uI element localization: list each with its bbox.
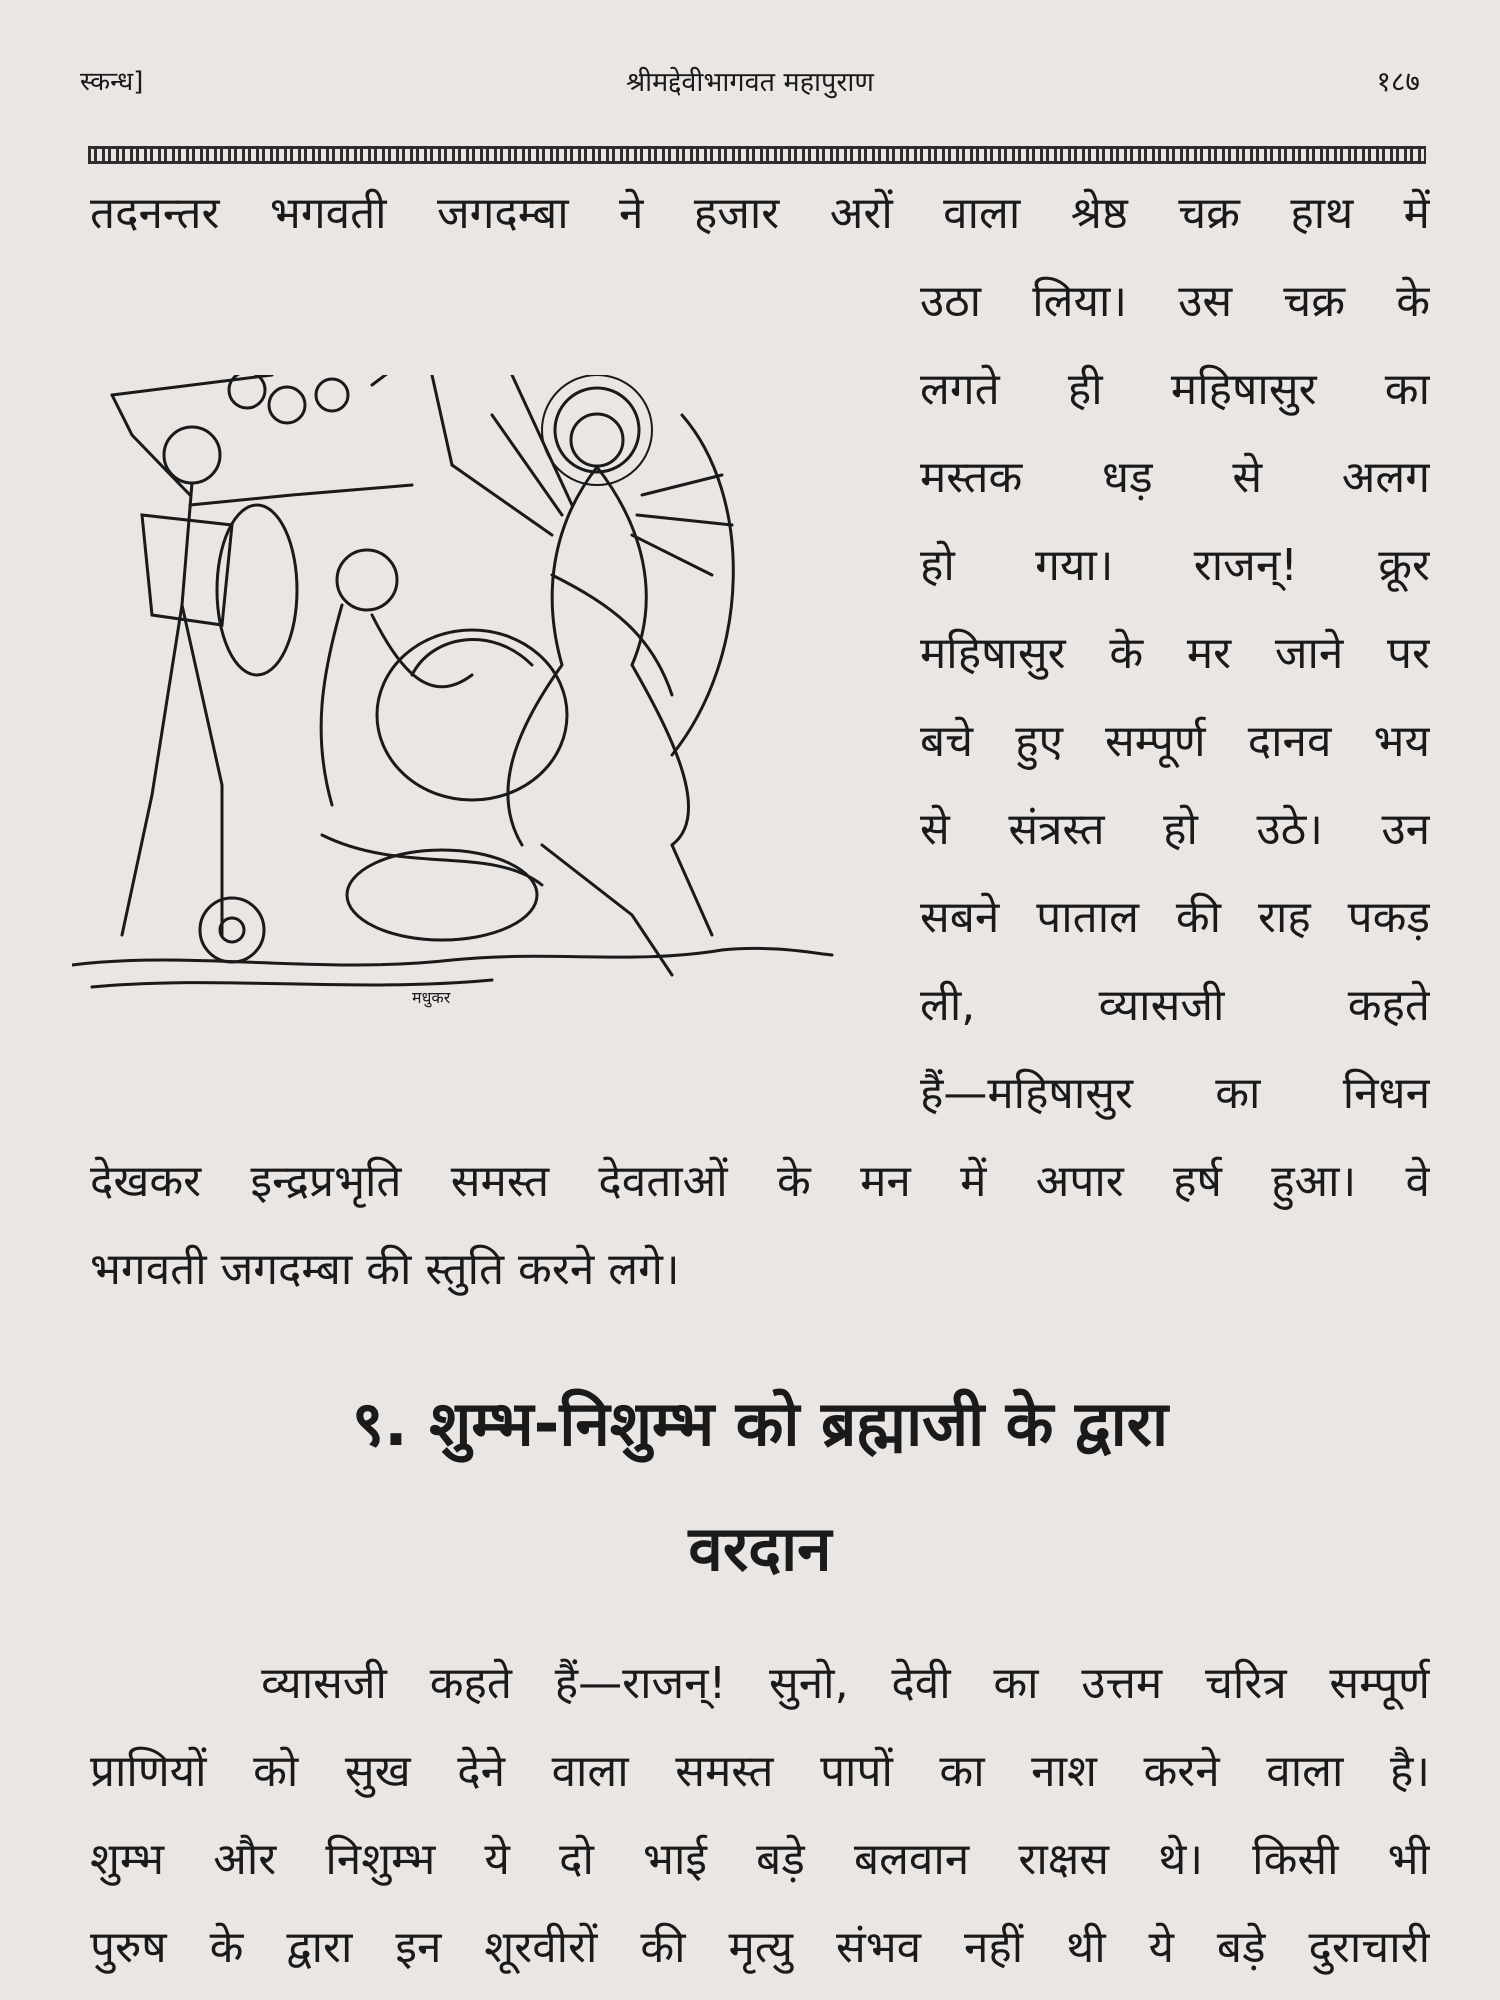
text-line: से संत्रस्त हो उठे। उन (920, 804, 1430, 855)
text-line: प्राणियों को सुख देने वाला समस्त पापों का नाश करने वाला है। (90, 1746, 1430, 1797)
text-line: देखकर इन्द्रप्रभृति समस्त देवताओं के मन में अपार हर्ष हुआ। वे (90, 1156, 1430, 1207)
header-ornamental-rule (88, 146, 1426, 164)
illustration-signature: मधुकर (412, 988, 451, 1007)
goddess-battle-illustration (72, 375, 892, 1015)
text-line: हैं—महिषासुर का निधन (920, 1068, 1430, 1119)
chapter-heading-line-2: वरदान (688, 1512, 832, 1585)
page-number: १८७ (1376, 65, 1420, 98)
text-line: सबने पाताल की राह पकड़ (920, 892, 1430, 943)
text-line: व्यासजी कहते हैं—राजन्! सुनो, देवी का उत्तम चरित्र सम्पूर्ण (90, 1658, 1430, 1709)
text-line: बचे हुए सम्पूर्ण दानव भय (920, 716, 1430, 767)
text-line: तदनन्तर भगवती जगदम्बा ने हजार अरों वाला श्रेष्ठ चक्र हाथ में (90, 188, 1430, 239)
text-line: शुम्भ और निशुम्भ ये दो भाई बड़े बलवान राक्षस थे। किसी भी (90, 1834, 1430, 1885)
page-header (80, 62, 1420, 110)
chapter-heading-line-1: ९. शुम्भ-निशुम्भ को ब्रह्माजी के द्वारा (351, 1387, 1169, 1460)
text-line: लगते ही महिषासुर का (920, 364, 1430, 415)
wrapped-text-column (920, 258, 1430, 1138)
text-line: मस्तक धड़ से अलग (920, 452, 1430, 503)
text-line: भगवती जगदम्बा की स्तुति करने लगे। (90, 1244, 680, 1295)
paragraph-continuation (90, 1138, 1430, 1314)
header-section-label: स्कन्ध] (80, 67, 144, 97)
chapter-paragraph (90, 1640, 1430, 1992)
paragraph-first-line (90, 170, 1430, 258)
text-line: उठा लिया। उस चक्र के (920, 276, 1430, 327)
text-line: हो गया। राजन्! क्रूर (920, 540, 1430, 591)
text-line: ली, व्यासजी कहते (920, 980, 1430, 1031)
text-line: पुरुष के द्वारा इन शूरवीरों की मृत्यु संभव नहीं थी ये बड़े दुराचारी (90, 1922, 1430, 1973)
text-line: महिषासुर के मर जाने पर (920, 628, 1430, 679)
header-book-title: श्रीमद्देवीभागवत महापुराण (626, 67, 874, 98)
